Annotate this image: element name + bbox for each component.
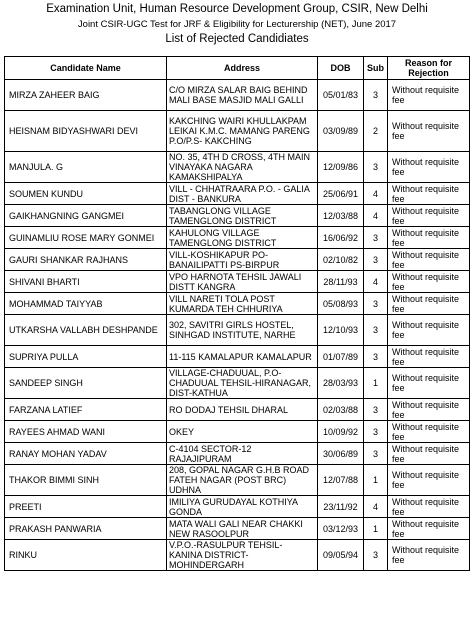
candidate-name: GAIKHANGNING GANGMEI <box>5 205 167 227</box>
header-line-2: Joint CSIR-UGC Test for JRF & Eligibility for Lecturership (NET), June 2017 <box>77 19 397 30</box>
candidate-dob: 25/06/91 <box>318 183 364 205</box>
candidate-address: C-4104 SECTOR-12 RAJAJIPURAM <box>167 443 318 465</box>
candidate-subject: 4 <box>364 496 388 518</box>
table-row <box>5 421 470 443</box>
candidate-subject: 1 <box>364 465 388 496</box>
candidate-dob: 23/11/92 <box>318 496 364 518</box>
rejection-reason: Without requisite fee <box>388 399 470 421</box>
column-header-dob: DOB <box>318 57 364 80</box>
column-header-sub: Sub <box>364 57 388 80</box>
candidate-address: V.P.O.-RASULPUR TEHSIL-KANINA DISTRICT-MOHINDERGARH <box>167 540 318 571</box>
candidate-subject: 4 <box>364 205 388 227</box>
candidate-dob: 03/09/89 <box>318 111 364 152</box>
table-row <box>5 111 470 152</box>
candidate-subject: 1 <box>364 518 388 540</box>
column-header-name: Candidate Name <box>5 57 167 80</box>
header-line-1: Examination Unit, Human Resource Development Group, CSIR, New Delhi <box>46 3 428 15</box>
candidate-dob: 02/03/88 <box>318 399 364 421</box>
header-line-3: List of Rejected Candidiates <box>165 33 309 45</box>
candidate-dob: 28/03/93 <box>318 368 364 399</box>
candidate-address: TABANGLONG VILLAGE TAMENGLONG DISTRICT <box>167 205 318 227</box>
candidate-dob: 28/11/93 <box>318 271 364 293</box>
candidate-subject: 3 <box>364 293 388 315</box>
rejection-reason: Without requisite fee <box>388 293 470 315</box>
document-header <box>0 0 474 46</box>
candidate-subject: 3 <box>364 346 388 368</box>
table-row <box>5 183 470 205</box>
candidate-address: VPO HARNOTA TEHSIL JAWALI DISTT KANGRA <box>167 271 318 293</box>
candidate-name: RINKU <box>5 540 167 571</box>
candidate-subject: 3 <box>364 152 388 183</box>
candidate-name: UTKARSHA VALLABH DESHPANDE <box>5 315 167 346</box>
rejection-reason: Without requisite fee <box>388 227 470 249</box>
candidate-name: GUINAMLIU ROSE MARY GONMEI <box>5 227 167 249</box>
candidate-name: SOUMEN KUNDU <box>5 183 167 205</box>
candidate-name: GAURI SHANKAR RAJHANS <box>5 249 167 271</box>
candidate-address: MATA WALI GALI NEAR CHAKKI NEW RASOOLPUR <box>167 518 318 540</box>
table-row <box>5 249 470 271</box>
candidate-subject: 3 <box>364 540 388 571</box>
rejection-reason: Without requisite fee <box>388 346 470 368</box>
column-header-reason: Reason for Rejection <box>388 57 470 80</box>
candidate-name: SANDEEP SINGH <box>5 368 167 399</box>
candidate-dob: 05/01/83 <box>318 80 364 111</box>
rejection-reason: Without requisite fee <box>388 205 470 227</box>
candidate-dob: 03/12/93 <box>318 518 364 540</box>
table-row <box>5 346 470 368</box>
candidate-subject: 3 <box>364 249 388 271</box>
rejection-reason: Without requisite fee <box>388 443 470 465</box>
table-row <box>5 368 470 399</box>
candidate-subject: 1 <box>364 368 388 399</box>
table-row <box>5 315 470 346</box>
rejection-reason: Without requisite fee <box>388 368 470 399</box>
candidate-subject: 3 <box>364 399 388 421</box>
candidate-name: MIRZA ZAHEER BAIG <box>5 80 167 111</box>
candidate-address: VILL NARETI TOLA POST KUMARDA TEH CHHURIYA <box>167 293 318 315</box>
candidate-subject: 4 <box>364 183 388 205</box>
table-row <box>5 80 470 111</box>
candidate-address: VILL - CHHATRAARA P.O. - GALIA DIST - BANKURA <box>167 183 318 205</box>
candidate-dob: 16/06/92 <box>318 227 364 249</box>
candidate-name: PREETI <box>5 496 167 518</box>
rejection-reason: Without requisite fee <box>388 111 470 152</box>
candidate-subject: 4 <box>364 271 388 293</box>
rejected-candidates-table <box>4 56 470 571</box>
candidate-dob: 09/05/94 <box>318 540 364 571</box>
table-header-row <box>5 57 470 80</box>
candidate-dob: 30/06/89 <box>318 443 364 465</box>
candidate-address: C/O MIRZA SALAR BAIG BEHIND MALI BASE MASJID MALI GALLI <box>167 80 318 111</box>
candidate-dob: 12/09/86 <box>318 152 364 183</box>
candidate-subject: 3 <box>364 421 388 443</box>
rejection-reason: Without requisite fee <box>388 540 470 571</box>
rejection-reason: Without requisite fee <box>388 183 470 205</box>
table-row <box>5 227 470 249</box>
rejection-reason: Without requisite fee <box>388 152 470 183</box>
rejection-reason: Without requisite fee <box>388 465 470 496</box>
table-row <box>5 152 470 183</box>
table-row <box>5 518 470 540</box>
candidate-name: MOHAMMAD TAIYYAB <box>5 293 167 315</box>
rejection-reason: Without requisite fee <box>388 315 470 346</box>
candidate-address: 208, GOPAL NAGAR G.H.B ROAD FATEH NAGAR (POST BRC) UDHNA <box>167 465 318 496</box>
rejection-reason: Without requisite fee <box>388 496 470 518</box>
rejection-reason: Without requisite fee <box>388 518 470 540</box>
table-row <box>5 443 470 465</box>
table-row <box>5 496 470 518</box>
candidate-address: 302, SAVITRI GIRLS HOSTEL, SINHGAD INSTITUTE, NARHE <box>167 315 318 346</box>
table-row <box>5 271 470 293</box>
candidate-address: VILL-KOSHIKAPUR PO-BANAILIPATTI PS-BIRPUR <box>167 249 318 271</box>
rejection-reason: Without requisite fee <box>388 271 470 293</box>
table-row <box>5 540 470 571</box>
candidate-dob: 02/10/82 <box>318 249 364 271</box>
rejection-reason: Without requisite fee <box>388 80 470 111</box>
candidate-subject: 2 <box>364 111 388 152</box>
candidate-name: THAKOR BIMMI SINH <box>5 465 167 496</box>
candidate-dob: 12/03/88 <box>318 205 364 227</box>
candidate-name: SUPRIYA PULLA <box>5 346 167 368</box>
candidate-name: RANAY MOHAN YADAV <box>5 443 167 465</box>
rejection-reason: Without requisite fee <box>388 249 470 271</box>
candidate-address: OKEY <box>167 421 318 443</box>
table-row <box>5 399 470 421</box>
table-row <box>5 465 470 496</box>
candidate-name: FARZANA LATIEF <box>5 399 167 421</box>
table-row <box>5 205 470 227</box>
table-row <box>5 293 470 315</box>
candidate-dob: 05/08/93 <box>318 293 364 315</box>
candidate-name: PRAKASH PANWARIA <box>5 518 167 540</box>
candidate-subject: 3 <box>364 80 388 111</box>
candidate-subject: 3 <box>364 443 388 465</box>
candidate-subject: 3 <box>364 315 388 346</box>
candidate-name: RAYEES AHMAD WANI <box>5 421 167 443</box>
candidate-name: SHIVANI BHARTI <box>5 271 167 293</box>
candidate-address: KAHULONG VILLAGE TAMENGLONG DISTRICT <box>167 227 318 249</box>
column-header-address: Address <box>167 57 318 80</box>
candidate-address: 11-115 KAMALAPUR KAMALAPUR <box>167 346 318 368</box>
rejection-reason: Without requisite fee <box>388 421 470 443</box>
candidate-address: KAKCHING WAIRI KHULLAKPAM LEIKAI K.M.C. MAMANG PARENG P.O/P.S- KAKCHING <box>167 111 318 152</box>
candidate-address: IMILIYA GURUDAYAL KOTHIYA GONDA <box>167 496 318 518</box>
candidate-address: VILLAGE-CHADUUAL, P.O-CHADUUAL TEHSIL-HIRANAGAR, DIST-KATHUA <box>167 368 318 399</box>
candidate-dob: 12/07/88 <box>318 465 364 496</box>
candidate-name: MANJULA. G <box>5 152 167 183</box>
candidate-dob: 12/10/93 <box>318 315 364 346</box>
candidate-name: HEISNAM BIDYASHWARI DEVI <box>5 111 167 152</box>
candidate-dob: 01/07/89 <box>318 346 364 368</box>
candidate-address: NO. 35, 4TH D CROSS, 4TH MAIN VINAYAKA NAGARA KAMAKSHIPALYA <box>167 152 318 183</box>
candidate-address: RO DODAJ TEHSIL DHARAL <box>167 399 318 421</box>
candidate-dob: 10/09/92 <box>318 421 364 443</box>
candidate-subject: 3 <box>364 227 388 249</box>
